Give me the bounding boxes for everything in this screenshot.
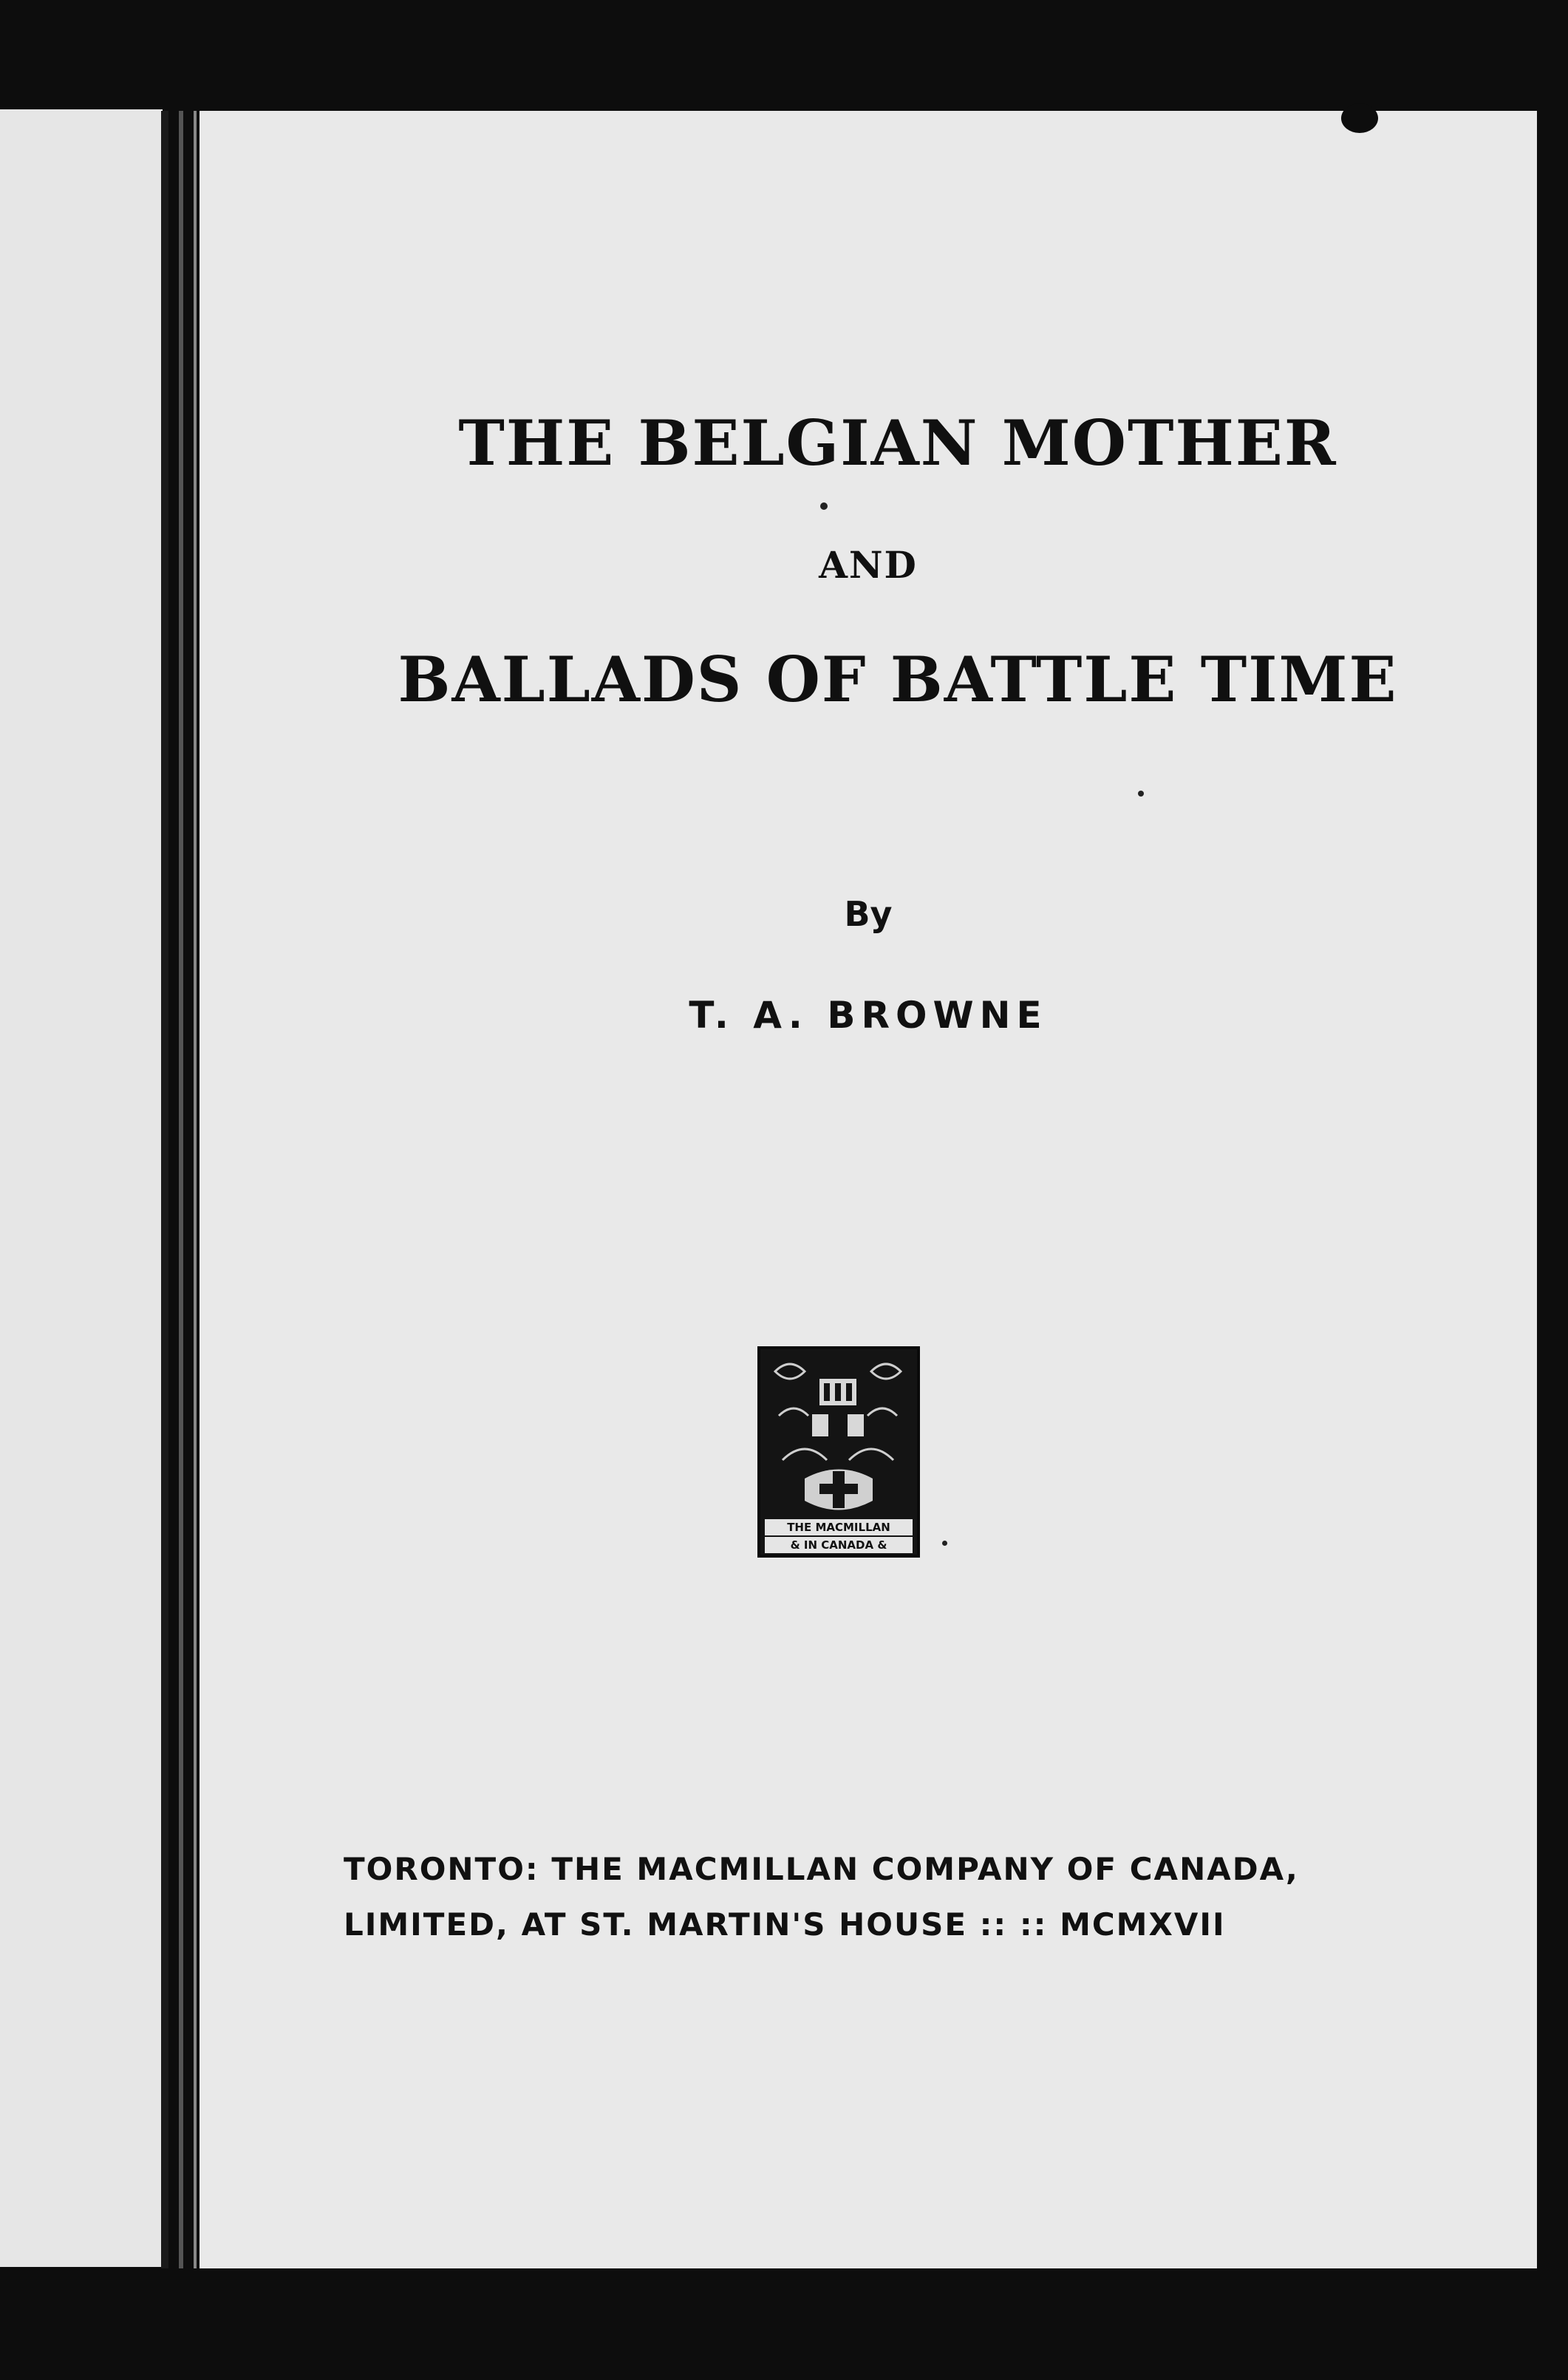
emblem-text-line-1: THE MACMILLAN — [765, 1519, 913, 1535]
dot-ornament — [942, 1541, 947, 1546]
binding-line — [194, 111, 197, 2268]
dot-ornament — [820, 502, 828, 510]
author-name: T. A. BROWNE — [689, 994, 1048, 1037]
publisher-emblem — [757, 1346, 920, 1558]
title-page — [200, 111, 1537, 2268]
emblem-text-line-2: & IN CANADA & — [765, 1537, 913, 1553]
title-line-3: BALLADS OF BATTLE TIME — [398, 643, 1398, 716]
title-line-1: THE BELGIAN MOTHER — [458, 406, 1337, 480]
imprint-line-1: TORONTO: THE MACMILLAN COMPANY OF CANADA, — [344, 1851, 1299, 1887]
title-line-2: AND — [819, 543, 918, 587]
byline: By — [844, 894, 893, 934]
emblem-artwork — [760, 1349, 917, 1516]
binding-line — [161, 111, 168, 2268]
dot-ornament — [1138, 791, 1144, 797]
imprint-line-2: LIMITED, AT ST. MARTIN'S HOUSE :: :: MCMXVII — [344, 1906, 1226, 1943]
scan-speck — [1341, 103, 1378, 133]
binding-line — [179, 111, 183, 2268]
facing-page-edge — [0, 109, 163, 2267]
